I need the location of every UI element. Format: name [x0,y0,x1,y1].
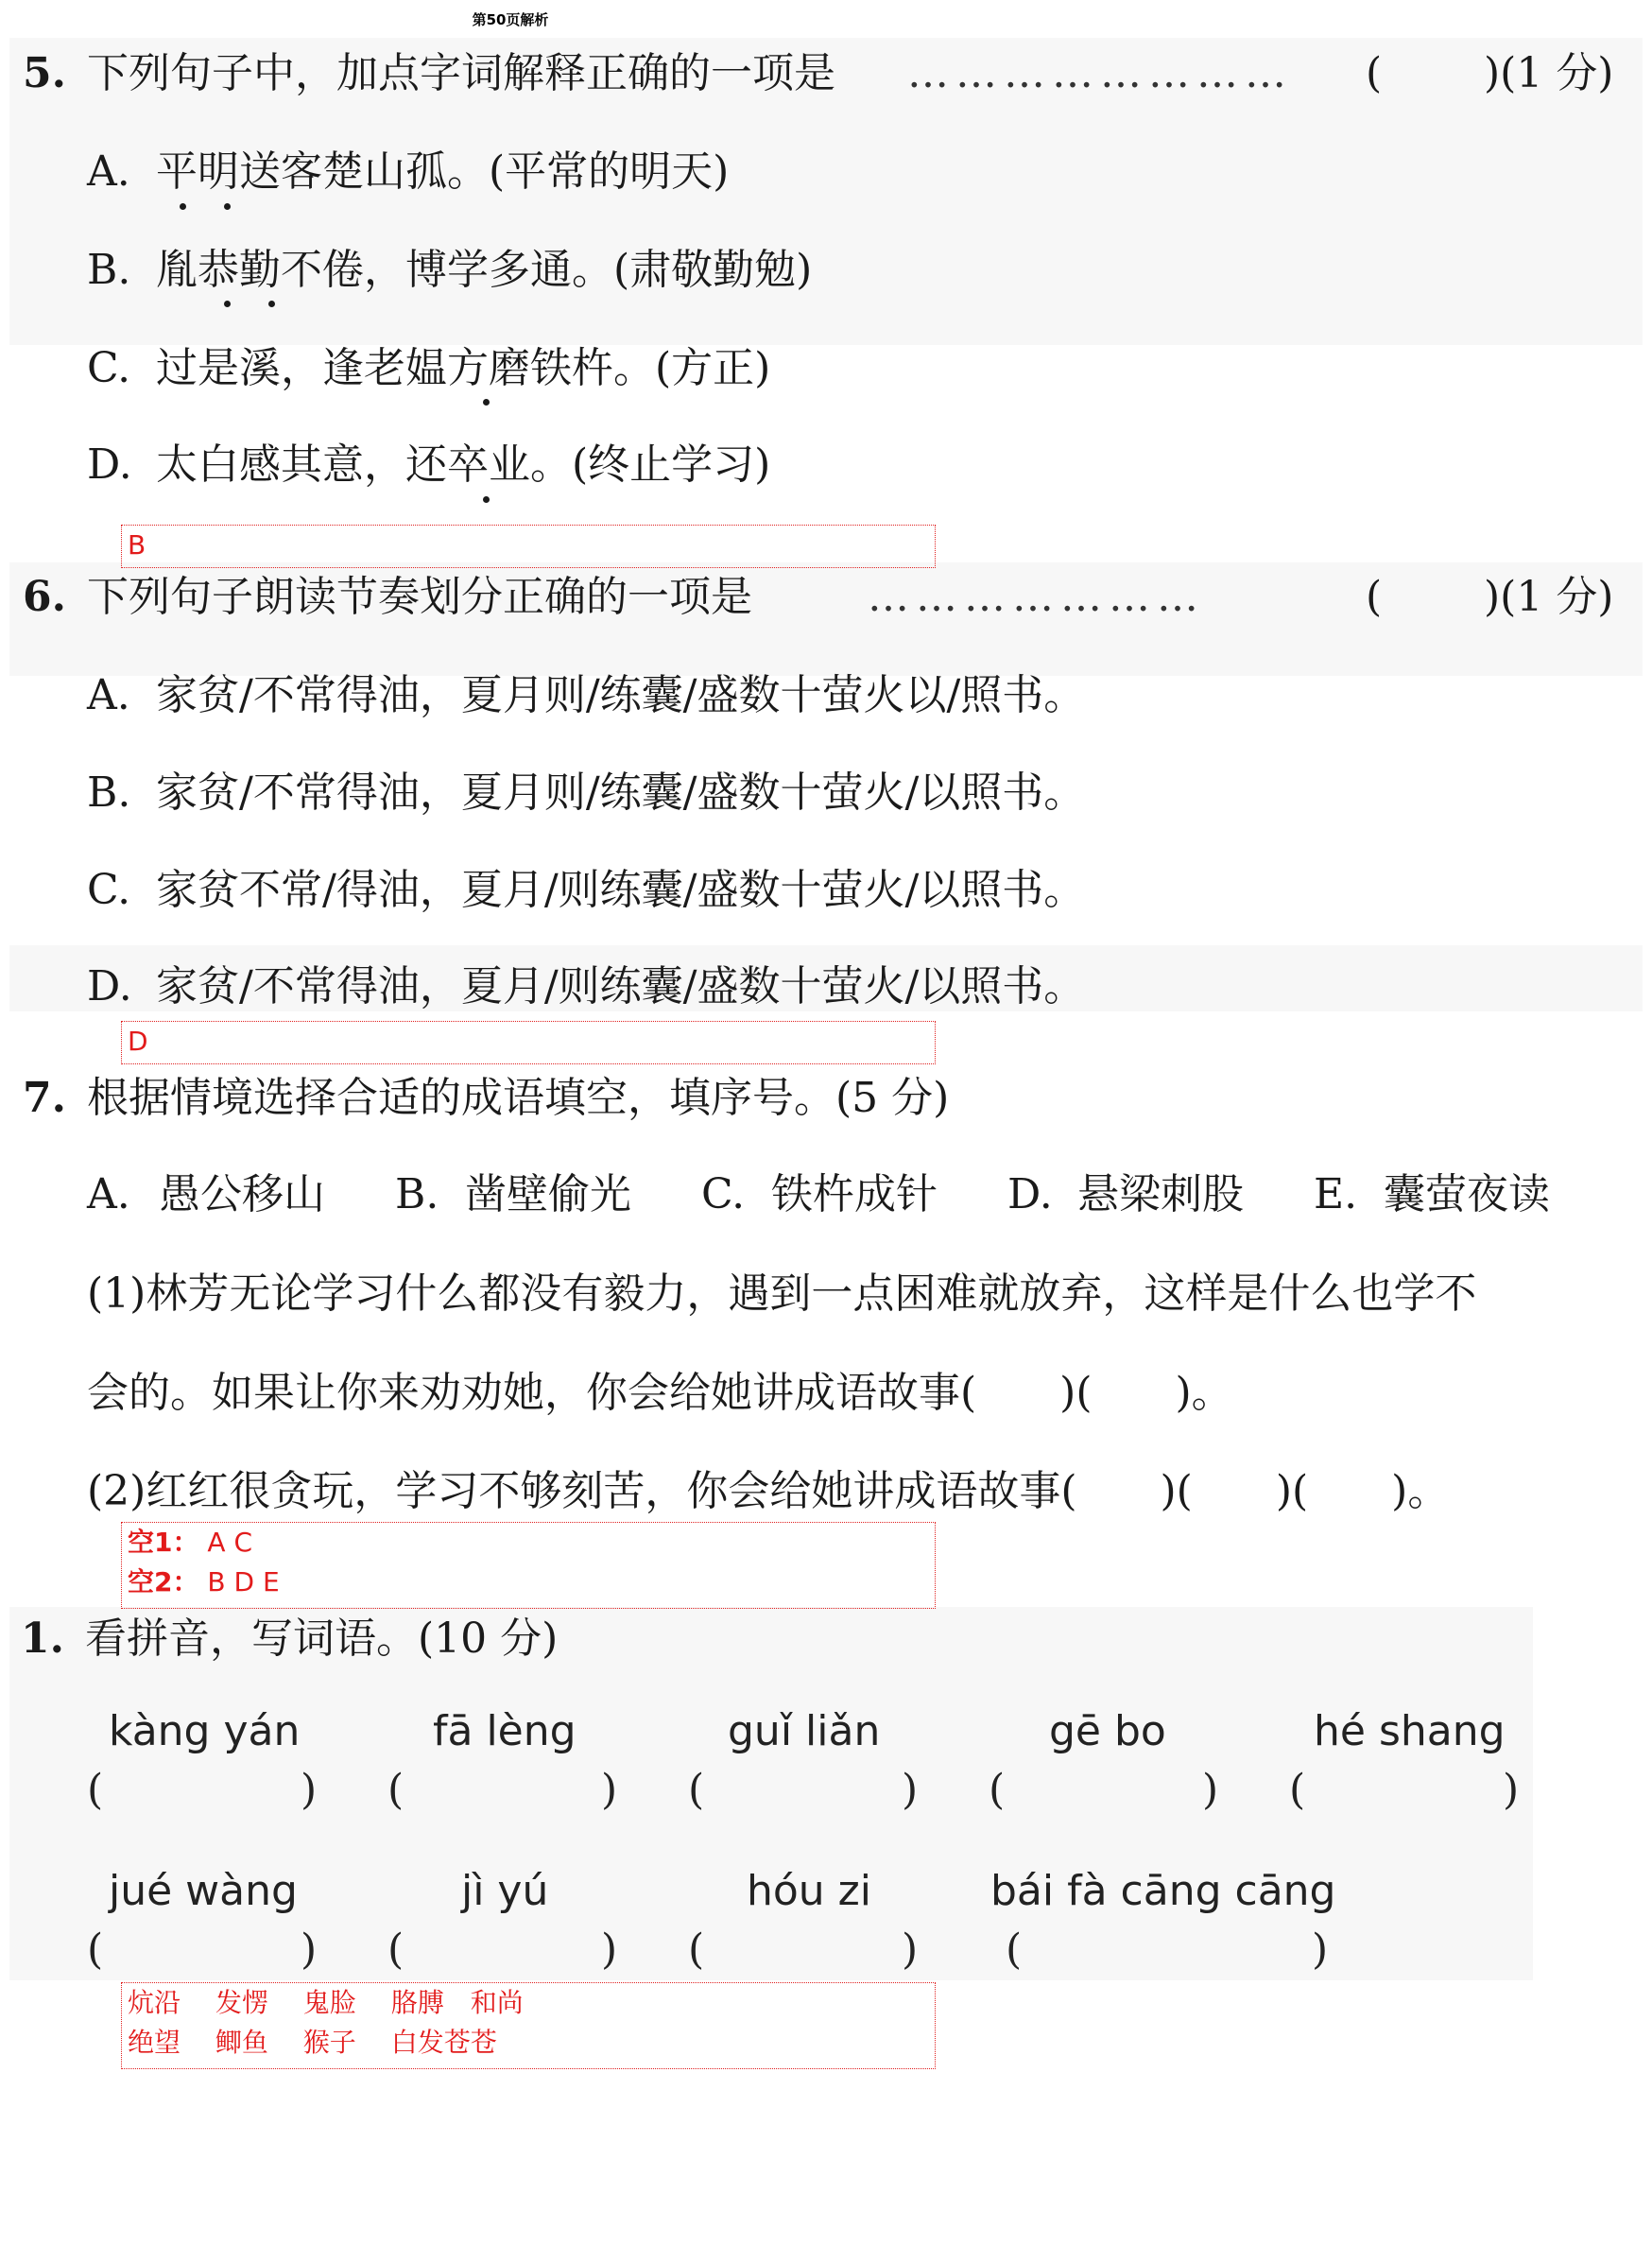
q5-score: )(1 分) [1484,49,1614,97]
q5-leader-dots: …………………… [907,49,1293,97]
q7-answer1-label: 空1： [128,1527,199,1558]
emphasis-dot [483,496,490,503]
q7-item2-text: (2)红红很贪玩，学习不够刻苦，你会给她讲成语故事( )( )( )。 [87,1467,1450,1515]
write-box-open: ( [989,1766,1006,1814]
page-header: 第50页解析 [472,11,549,28]
q5-option-a [0,140,1652,204]
choice-text: 悬梁刺股 [1077,1170,1244,1218]
option-letter: C. [87,866,131,914]
q7-item1-line2 [0,1361,1652,1425]
pinyin-label: gē bo [1049,1707,1166,1755]
q7-answer2-value: B D E [207,1566,280,1597]
option-letter: B. [87,246,131,294]
pinyin-label: hé shang [1314,1707,1506,1755]
q7-answer1-value: A C [207,1527,252,1558]
q6-answer-box [121,1021,936,1064]
q6-answer: D [128,1026,148,1057]
write-box-close: ) [1202,1766,1219,1814]
q6-stem: 下列句子朗读节奏划分正确的一项是 [87,573,752,621]
pinyin-label: bái fà cāng cāng [990,1867,1336,1915]
option-text: 家贫/不常得油，夏月/则练囊/盛数十萤火/以照书。 [156,962,1086,1010]
choice-letter: A. [87,1170,130,1218]
write-box-close: ) [601,1926,618,1974]
choice-text: 愚公移山 [159,1170,325,1218]
option-letter: D. [87,962,132,1010]
q5-option-d [0,433,1652,497]
pinyin-label: kàng yán [109,1707,301,1755]
q6-leader-dots: ………………… [868,573,1205,621]
emphasis-dot [483,399,490,406]
option-letter: C. [87,344,131,392]
write-box-close: ) [902,1766,919,1814]
emphasis-dot [180,203,186,210]
q1-answer-box [121,1982,936,2069]
pinyin-label: jì yú [461,1867,549,1915]
pinyin-label: guǐ liǎn [728,1707,881,1755]
q6-option-b [0,761,1652,825]
q7-answer2-label: 空2： [128,1566,199,1597]
q6-score: )(1 分) [1484,573,1614,621]
q7-item1-text-a: (1)林芳无论学习什么都没有毅力，遇到一点困难就放弃，这样是什么也学不 [87,1269,1477,1318]
q5-option-c [0,337,1652,401]
q6-number: 6. [23,573,66,621]
choice-letter: B. [395,1170,439,1218]
option-letter: B. [87,768,131,817]
choice-letter: E. [1314,1170,1358,1218]
choice-text: 囊萤夜读 [1384,1170,1550,1218]
q7-stem: 根据情境选择合适的成语填空，填序号。(5 分) [87,1074,950,1122]
option-text: 平明送客楚山孤。(平常的明天) [156,147,730,196]
option-text: 家贫/不常得油，夏月则/练囊/盛数十萤火以/照书。 [156,671,1086,719]
q1-stem-row [0,1607,1652,1671]
q5-number: 5. [23,49,66,97]
q7-item1-text-b: 会的。如果让你来劝劝她，你会给她讲成语故事( )( )。 [87,1369,1233,1417]
q7-answer-line1 [128,1523,935,1563]
choice-letter: D. [1007,1170,1053,1218]
option-text: 过是溪，逢老媪方磨铁杵。(方正) [156,344,771,392]
q5-option-b [0,238,1652,302]
write-box-close: ) [1312,1926,1329,1974]
q5-stem-row [0,42,1652,106]
q1-number: 1. [21,1615,64,1663]
q7-answer-line2 [128,1563,935,1602]
pinyin-label: jué wàng [109,1867,298,1915]
option-text: 太白感其意，还卒业。(终止学习) [156,440,771,489]
write-box-close: ) [1503,1766,1520,1814]
q1-answer-line1: 炕沿 发愣 鬼脸 胳膊 和尚 [128,1987,524,2018]
choice-text: 凿壁偷光 [465,1170,631,1218]
q5-answer-box [121,525,936,568]
write-box-open: ( [1289,1766,1306,1814]
pinyin-label: hóu zi [747,1867,871,1915]
write-box-open: ( [87,1766,104,1814]
choice-text: 铁杵成针 [771,1170,938,1218]
q7-number: 7. [23,1074,66,1122]
write-box-open: ( [1006,1926,1023,1974]
q1-answer-line2: 绝望 鲫鱼 猴子 白发苍苍 [128,2027,497,2058]
write-box-open: ( [387,1766,404,1814]
q5-stem: 下列句子中，加点字词解释正确的一项是 [87,49,835,97]
q5-answer-paren-open: ( [1366,49,1383,97]
q7-item2 [0,1459,1652,1524]
q7-stem-row [0,1066,1652,1131]
pinyin-label: fā lèng [433,1707,576,1755]
choice-letter: C. [701,1170,746,1218]
write-box-close: ) [601,1766,618,1814]
option-letter: A. [87,147,130,196]
q6-stem-row [0,565,1652,630]
q7-choices-row [0,1163,1652,1227]
option-text: 家贫/不常得油，夏月则/练囊/盛数十萤火/以照书。 [156,768,1086,817]
write-box-open: ( [688,1766,705,1814]
write-box-close: ) [301,1926,318,1974]
write-box-close: ) [301,1766,318,1814]
q6-answer-paren-open: ( [1366,573,1383,621]
write-box-open: ( [688,1926,705,1974]
emphasis-dot [224,203,231,210]
q7-item1-line1 [0,1262,1652,1326]
option-text: 胤恭勤不倦，博学多通。(肃敬勤勉) [156,246,813,294]
option-text: 家贫不常/得油，夏月/则练囊/盛数十萤火/以照书。 [156,866,1086,914]
option-letter: A. [87,671,130,719]
emphasis-dot [224,301,231,307]
q7-answer-box [121,1522,936,1609]
emphasis-dot [268,301,275,307]
write-box-open: ( [87,1926,104,1974]
q5-answer: B [128,529,146,561]
q6-option-d [0,955,1652,1019]
option-letter: D. [87,440,132,489]
write-box-open: ( [387,1926,404,1974]
write-box-close: ) [902,1926,919,1974]
q6-option-a [0,664,1652,728]
q1-stem: 看拼音，写词语。(10 分) [85,1615,559,1663]
q6-option-c [0,858,1652,923]
